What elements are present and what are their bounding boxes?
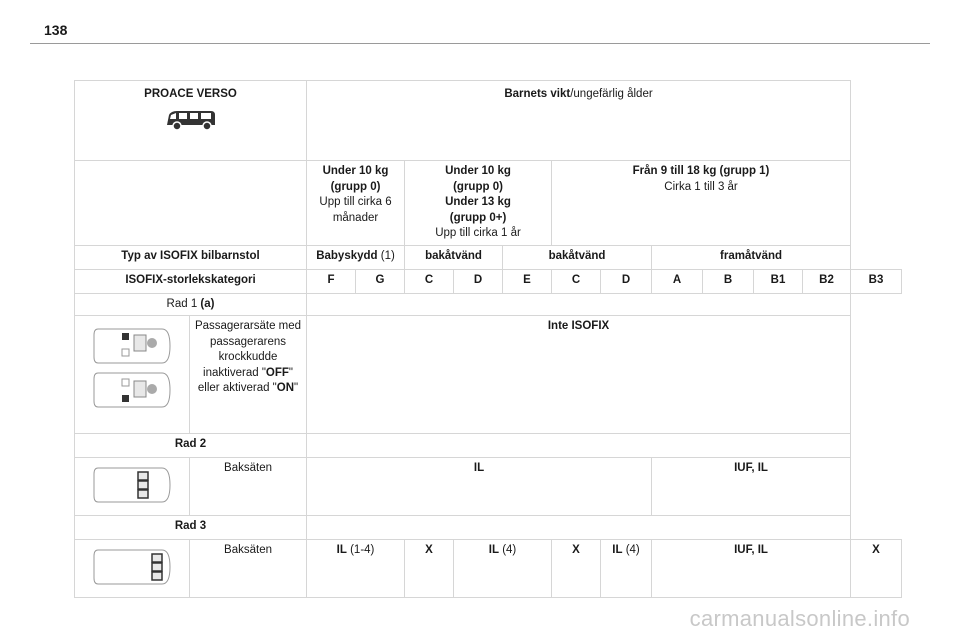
row-3-value-7: X — [851, 540, 902, 598]
seat-type-label: Typ av ISOFIX bilbarnstol — [75, 245, 307, 269]
row-3-value-4: X — [552, 540, 601, 598]
row-2-seat-diagram-icon — [90, 465, 174, 507]
row-3-value-1-note: (1-4) — [350, 544, 375, 557]
seat-type-forward: framåtvänd — [652, 245, 851, 269]
empty-cell — [307, 434, 851, 458]
weight-label-rest: /ungefärlig ålder — [570, 88, 653, 100]
row-3-label-row — [75, 516, 902, 540]
model-name: PROACE VERSO — [144, 88, 237, 100]
size-class-cell: B — [703, 269, 754, 293]
watermark: carmanualsonline.info — [689, 606, 910, 631]
row-3-value-1 — [307, 540, 405, 598]
model-cell — [75, 81, 307, 161]
group-1-cell — [552, 161, 851, 246]
row-1-seat-cell — [190, 316, 307, 434]
row-2-figure-cell — [75, 458, 190, 516]
group-0-cell — [307, 161, 405, 246]
header-rule — [30, 43, 930, 44]
row-2-label: Rad 2 — [75, 434, 307, 458]
row-3-value-6: IUF, IL — [652, 540, 851, 598]
group-0plus-age: Upp till cirka 1 år — [435, 227, 521, 240]
row-3-seat-cell: Baksäten — [190, 540, 307, 598]
seat-type-rear-1: bakåtvänd — [405, 245, 503, 269]
size-class-cell: F — [307, 269, 356, 293]
empty-cell — [75, 161, 307, 246]
row-1-label-text: Rad 1 — [166, 297, 198, 310]
minibus-icon — [163, 105, 219, 133]
row-3-value-2: X — [405, 540, 454, 598]
size-class-cell: B2 — [803, 269, 851, 293]
row-3-value-5 — [601, 540, 652, 598]
weight-label-bold: Barnets vikt — [504, 88, 571, 100]
size-class-cell: C — [405, 269, 454, 293]
empty-cell — [307, 516, 851, 540]
row-3-value-5-main: IL — [612, 544, 623, 557]
row-2-value-1: IL — [307, 458, 652, 516]
size-class-cell: A — [652, 269, 703, 293]
empty-cell — [307, 293, 851, 316]
row-1-label-note: (a) — [200, 297, 215, 310]
page-number: 138 — [44, 22, 68, 38]
child-weight-header — [307, 81, 851, 161]
row-3-content-row — [75, 540, 902, 598]
group-0plus-sub2: (grupp 0+) — [449, 211, 507, 224]
seat-type-row — [75, 245, 902, 269]
size-class-cell: C — [552, 269, 601, 293]
front-seat-diagram-icon — [90, 323, 174, 415]
group-0-sub: (grupp 0) — [330, 180, 381, 193]
row-1-label — [75, 293, 307, 316]
size-class-label: ISOFIX-storlekskategori — [75, 269, 307, 293]
size-class-cell: D — [601, 269, 652, 293]
group-0-title: Under 10 kg — [322, 165, 389, 177]
row-1-seat-text-end: " — [294, 382, 299, 395]
row-3-label: Rad 3 — [75, 516, 307, 540]
table-header-row — [75, 81, 902, 161]
airbag-off-text: OFF — [265, 366, 289, 379]
row-3-value-5-note: (4) — [625, 544, 640, 557]
row-3-value-3-main: IL — [488, 544, 499, 557]
seat-type-rear-2: bakåtvänd — [503, 245, 652, 269]
row-1-content-row — [75, 316, 902, 434]
isofix-table — [74, 80, 902, 598]
group-0plus-title2: Under 13 kg — [445, 196, 511, 209]
size-class-row — [75, 269, 902, 293]
row-1-figure-cell — [75, 316, 190, 434]
babyskydd-note: (1) — [380, 249, 395, 262]
size-class-cell: D — [454, 269, 503, 293]
size-class-cell: E — [503, 269, 552, 293]
row-3-figure-cell — [75, 540, 190, 598]
airbag-on-text: ON — [276, 382, 295, 395]
row-3-value-3 — [454, 540, 552, 598]
row-1-label-row — [75, 293, 902, 316]
babyskydd-text: Babyskydd — [316, 249, 378, 262]
row-2-label-row — [75, 434, 902, 458]
row-2-value-2: IUF, IL — [652, 458, 851, 516]
row-1-seat-text: Passagerarsäte med passagerarens krockkudde inaktiverad " — [194, 320, 302, 379]
size-class-cell: G — [356, 269, 405, 293]
row-1-value: Inte ISOFIX — [307, 316, 851, 434]
row-1-seat-text-mid: " eller aktiverad " — [197, 366, 293, 395]
group-1-title: Från 9 till 18 kg (grupp 1) — [632, 165, 770, 177]
weight-groups-row — [75, 161, 902, 246]
group-0-age: Upp till cirka 6 månader — [319, 196, 392, 224]
group-0plus-cell — [405, 161, 552, 246]
group-1-age: Cirka 1 till 3 år — [664, 180, 738, 193]
size-class-cell: B3 — [851, 269, 902, 293]
row-3-value-1-main: IL — [336, 544, 347, 557]
group-0plus-title1: Under 10 kg — [445, 165, 511, 177]
row-2-seat-cell: Baksäten — [190, 458, 307, 516]
row-2-content-row — [75, 458, 902, 516]
group-0plus-sub1: (grupp 0) — [453, 180, 503, 193]
seat-type-babyskydd — [307, 245, 405, 269]
size-class-cell: B1 — [754, 269, 803, 293]
row-3-value-3-note: (4) — [502, 544, 517, 557]
row-3-seat-diagram-icon — [90, 547, 174, 589]
